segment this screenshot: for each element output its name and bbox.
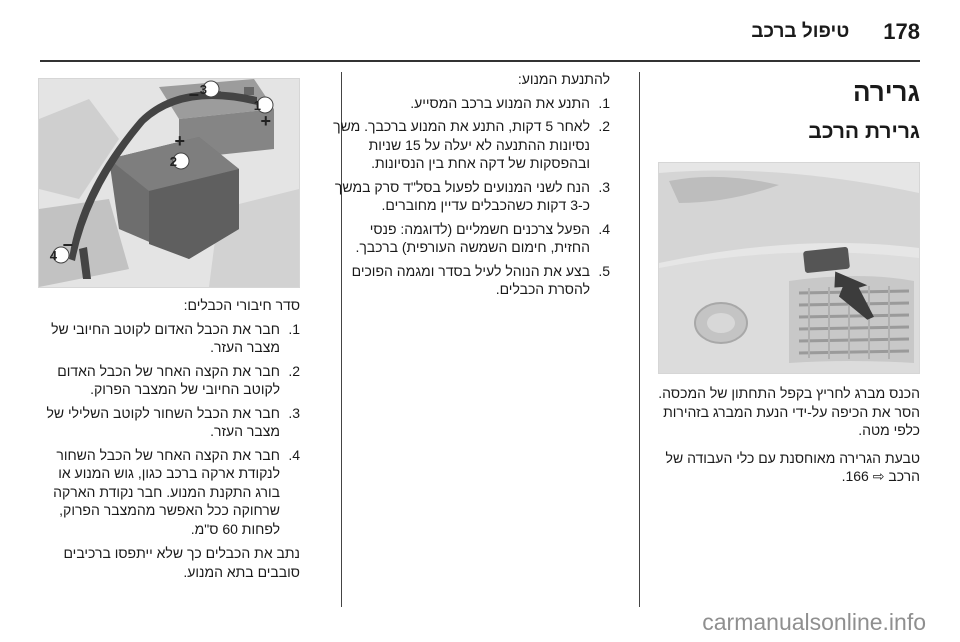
running-title: טיפול ברכב bbox=[751, 21, 850, 42]
minus-label-top: − bbox=[188, 85, 199, 105]
plus-label: + bbox=[260, 111, 271, 131]
list-item: 4. חבר את הקצה האחר של הכבל השחור לנקודת ארקה ברכב כגון, גוש המנוע או בורג התקנת המנוע. חבר נקודת הארקה שרחוקה ככל האפשר מהמצבר הפרוק, לפחות 60 ס"מ. bbox=[53, 446, 300, 537]
list-item: 1. חבר את הכבל האדום לקוטב החיובי של מצבר העזר. bbox=[51, 320, 300, 355]
header-rule bbox=[40, 60, 920, 62]
engine-bay-illustration bbox=[39, 79, 299, 287]
starting-lead: להתנעת המנוע: bbox=[517, 71, 610, 87]
list-item: 3. הנח לשני המנועים לפעול בסל"ד סרק במשך כ-3 דקות כשהכבלים עדיין מחוברים. bbox=[334, 178, 610, 213]
bumper-illustration bbox=[659, 163, 919, 373]
plus-label-2: + bbox=[174, 131, 185, 151]
list-item: 4. הפעל צרכנים חשמליים (לדוגמה: פנסי החזית, חימום השמשה העורפית) ברכבך. bbox=[355, 220, 610, 255]
minus-label-bottom: − bbox=[62, 235, 73, 255]
starting-steps bbox=[330, 94, 610, 299]
section-title: גרירה bbox=[852, 77, 920, 107]
column-divider-2 bbox=[639, 72, 640, 607]
subsection-title: גרירת הרכב bbox=[808, 120, 920, 143]
callout-3: 3 bbox=[199, 82, 207, 97]
towing-paragraph-1: הכנס מברג לחריץ בקפל התחתון של המכסה. הסר את הכיפה על-ידי הנעת המברג בזהירות כלפי מטה. bbox=[658, 385, 920, 438]
callout-2: 2 bbox=[169, 154, 177, 169]
list-item: 5. בצע את הנוהל לעיל בסדר ומגמה הפוכים להסרת הכבלים. bbox=[351, 262, 610, 297]
cable-order-steps bbox=[38, 320, 300, 539]
list-item: 3. חבר את הכבל השחור לקוטב השלילי של מצבר העזר. bbox=[46, 404, 300, 439]
list-item: 2. חבר את הקצה האחר של הכבל האדום לקוטב החיובי של המצבר הפרוק. bbox=[57, 362, 300, 397]
list-item: 1. התנע את המנוע ברכב המסייע. bbox=[410, 94, 610, 111]
starting-column bbox=[330, 70, 610, 299]
cable-order-lead: סדר חיבורי הכבלים: bbox=[183, 297, 300, 313]
towing-eye-cover-figure bbox=[658, 162, 920, 374]
towing-paragraph-2: טבעת הגרירה מאוחסנת עם כלי העבודה של הרכב ⇨ 166. bbox=[665, 449, 920, 484]
cable-order-column bbox=[38, 70, 300, 581]
page-number: 178 bbox=[883, 19, 920, 44]
cable-routing-note: נתב את הכבלים כך שלא ייתפסו ברכיבים סובבים בתא המנוע. bbox=[63, 545, 300, 580]
page-header bbox=[751, 14, 920, 50]
jump-start-figure bbox=[38, 78, 300, 288]
callout-4: 4 bbox=[49, 248, 57, 263]
callout-1: 1 bbox=[253, 98, 261, 113]
towing-column bbox=[638, 70, 920, 486]
list-item: 2. לאחר 5 דקות, התנע את המנוע ברכבך. משך נסיונות ההתנעה לא יעלה על 15 שניות ובהפסקות של דקה אחת בין הנסיונות. bbox=[333, 118, 610, 171]
watermark: carmanualsonline.info bbox=[702, 609, 926, 635]
